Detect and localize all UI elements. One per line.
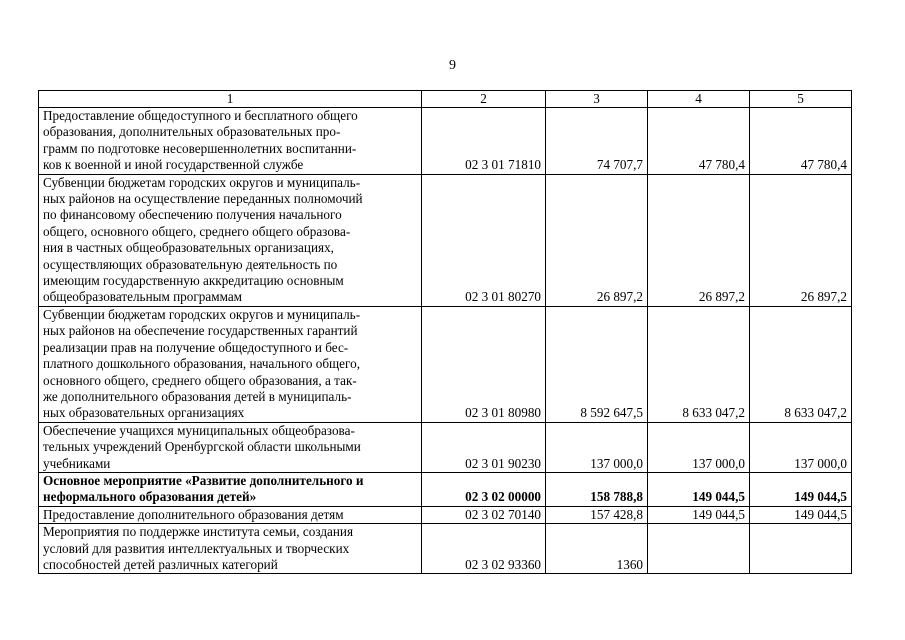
- row-value-col4: 26 897,2: [648, 174, 750, 306]
- row-name-line: ков к военной и иной государственной службе: [43, 157, 304, 173]
- row-code-cell: 02 3 02 70140: [422, 506, 546, 523]
- row-value-col4: 137 000,0: [648, 422, 750, 472]
- row-value-col5: 26 897,2: [750, 174, 852, 306]
- row-value-col4: 149 044,5: [648, 506, 750, 523]
- row-name-line: имеющим государственную аккредитацию основным: [43, 273, 344, 289]
- row-name-line: Субвенции бюджетам городских округов и муниципаль-: [43, 306, 361, 322]
- row-name-line: образования, дополнительных образовательных про-: [43, 124, 341, 140]
- row-name-cell: [39, 174, 422, 306]
- row-value-col4: 47 780,4: [648, 108, 750, 175]
- table-row: [39, 422, 852, 472]
- header-col-5: 5: [750, 91, 852, 108]
- row-value-col4: [648, 524, 750, 574]
- row-name-line: платного дошкольного образования, начального общего,: [43, 356, 361, 372]
- header-col-3: 3: [546, 91, 648, 108]
- row-name-line: учебниками: [43, 455, 111, 471]
- row-code-cell: 02 3 02 00000: [422, 472, 546, 506]
- row-name-cell: [39, 524, 422, 574]
- row-name-line: основного общего, среднего общего образования, а так-: [43, 372, 357, 388]
- row-name-line: ных образовательных организациях: [43, 405, 245, 421]
- row-name-line: Предоставление общедоступного и бесплатного общего: [43, 108, 358, 123]
- row-name-line: способностей детей различных категорий: [43, 556, 278, 572]
- row-name-line: Субвенции бюджетам городских округов и муниципаль-: [43, 174, 361, 190]
- row-value-col5: 149 044,5: [750, 506, 852, 523]
- row-name-line: ния в частных общеобразовательных организациях,: [43, 240, 334, 256]
- row-value-col4: 149 044,5: [648, 472, 750, 506]
- row-name-line: осуществляющих образовательную деятельность по: [43, 256, 338, 272]
- table-row: [39, 524, 852, 574]
- row-name-line: Мероприятия по поддержке института семьи, создания: [43, 524, 354, 540]
- row-name-line: неформального образования детей»: [43, 489, 257, 505]
- row-value-col3: 1360: [546, 524, 648, 574]
- row-name-cell: [39, 506, 422, 523]
- row-value-col3: 26 897,2: [546, 174, 648, 306]
- table-row: [39, 472, 852, 506]
- row-code-cell: 02 3 01 80980: [422, 306, 546, 422]
- row-name-line: общего, основного общего, среднего общего образова-: [43, 223, 351, 239]
- table-row: [39, 306, 852, 422]
- row-name-line: Основное мероприятие «Развитие дополнительного и: [43, 472, 364, 488]
- row-name-cell: [39, 472, 422, 506]
- row-value-col5: 8 633 047,2: [750, 306, 852, 422]
- row-value-col3: 8 592 647,5: [546, 306, 648, 422]
- page-number: 9: [449, 58, 456, 73]
- header-col-1: 1: [39, 91, 422, 108]
- header-col-4: 4: [648, 91, 750, 108]
- header-col-2: 2: [422, 91, 546, 108]
- row-name-line: реализации прав на получение общедоступного и бес-: [43, 339, 349, 355]
- row-code-cell: 02 3 02 93360: [422, 524, 546, 574]
- budget-table: [38, 90, 852, 574]
- row-code-cell: 02 3 01 80270: [422, 174, 546, 306]
- row-name-line: Предоставление дополнительного образования детям: [43, 506, 344, 522]
- row-name-line: Обеспечение учащихся муниципальных общеобразова-: [43, 422, 355, 438]
- row-value-col5: 149 044,5: [750, 472, 852, 506]
- row-name-cell: [39, 108, 422, 175]
- row-value-col3: 74 707,7: [546, 108, 648, 175]
- row-name-line: условий для развития интеллектуальных и творческих: [43, 540, 350, 556]
- row-code-cell: 02 3 01 90230: [422, 422, 546, 472]
- row-value-col5: 137 000,0: [750, 422, 852, 472]
- table-row: [39, 108, 852, 175]
- row-name-line: грамм по подготовке несовершеннолетних воспитанни-: [43, 140, 357, 156]
- table-row: [39, 174, 852, 306]
- row-value-col3: 157 428,8: [546, 506, 648, 523]
- row-name-line: по финансовому обеспечению получения начального: [43, 207, 342, 223]
- row-value-col5: [750, 524, 852, 574]
- row-value-col4: 8 633 047,2: [648, 306, 750, 422]
- row-value-col3: 137 000,0: [546, 422, 648, 472]
- row-name-line: же дополнительного образования детей в муниципаль-: [43, 388, 352, 404]
- table-row: [39, 506, 852, 523]
- row-name-line: ных районов на обеспечение государственных гарантий: [43, 323, 358, 339]
- row-name-line: тельных учреждений Оренбургской области школьными: [43, 439, 361, 455]
- row-name-cell: [39, 422, 422, 472]
- row-value-col5: 47 780,4: [750, 108, 852, 175]
- row-name-line: общеобразовательным программам: [43, 289, 243, 305]
- row-name-line: ных районов на осуществление переданных полномочий: [43, 191, 363, 207]
- row-value-col3: 158 788,8: [546, 472, 648, 506]
- row-code-cell: 02 3 01 71810: [422, 108, 546, 175]
- row-name-cell: [39, 306, 422, 422]
- table-header-row: [39, 91, 852, 108]
